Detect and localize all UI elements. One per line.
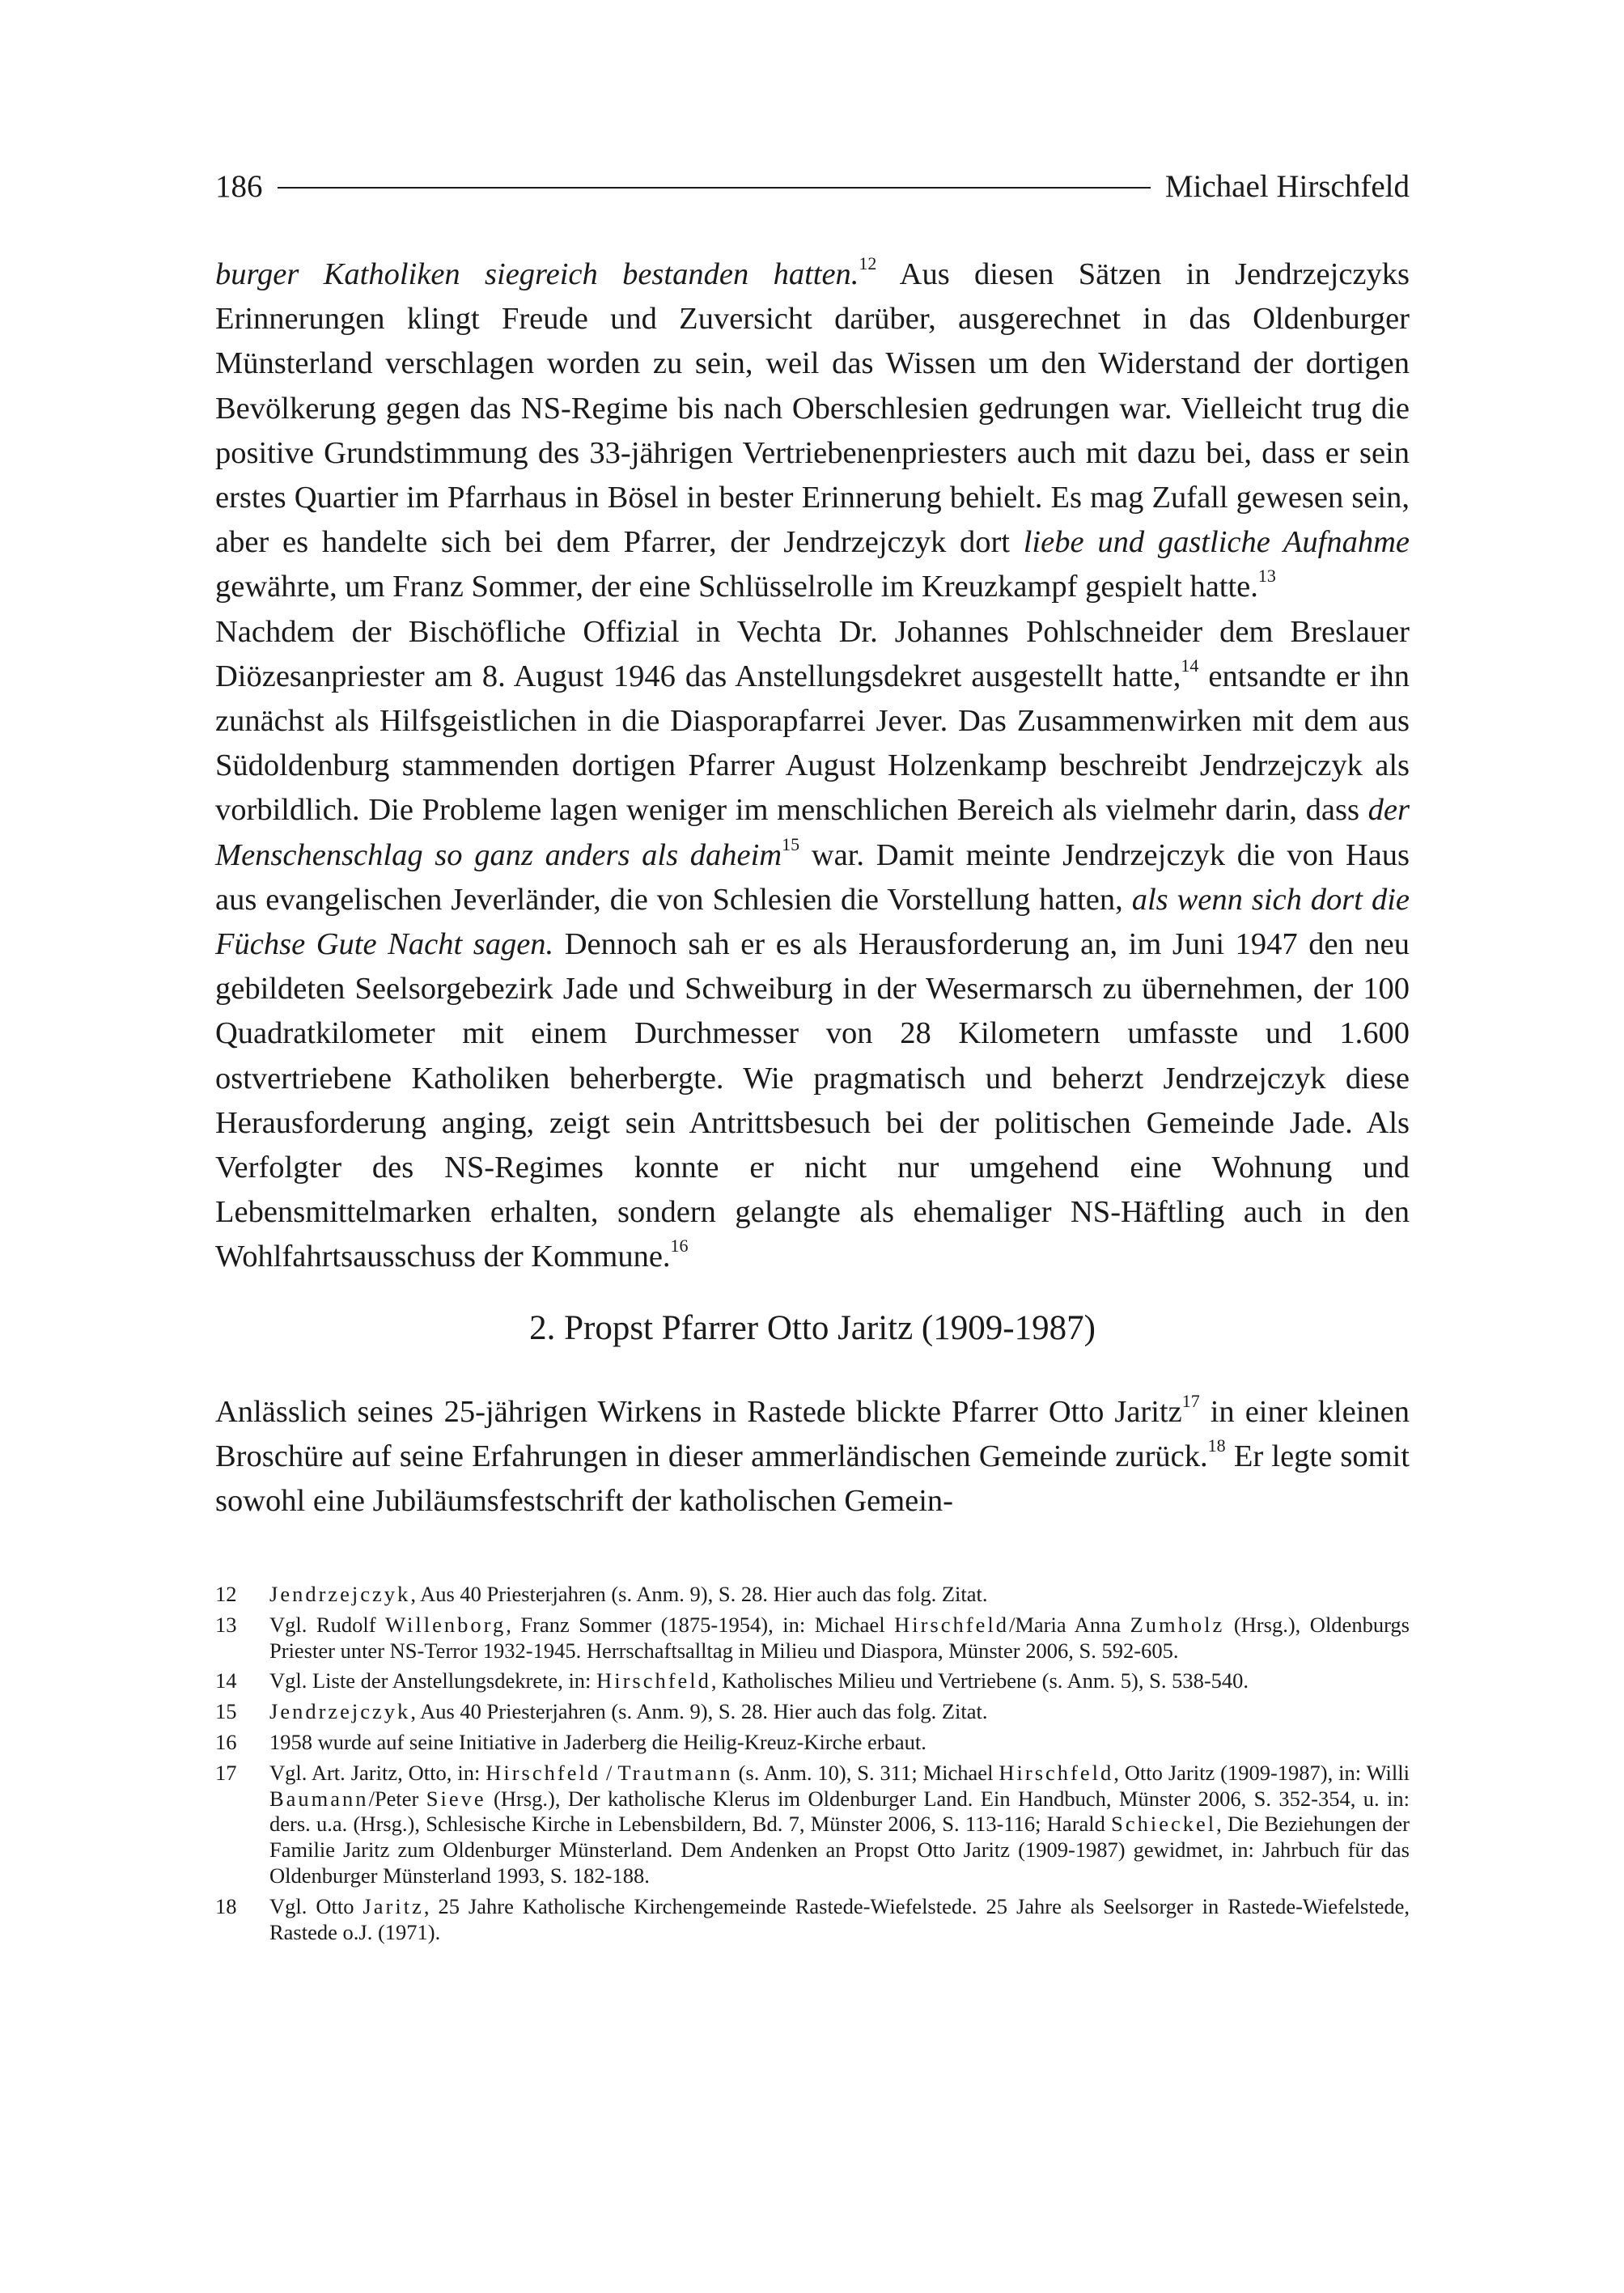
footnote-text-part: , Katholisches Milieu und Vertriebene (s. Anm. 5), S. 538-540. — [710, 1668, 1249, 1693]
paragraph-text: Er legte somit sowohl eine Jubiläumsfestschrift der katholischen Gemein- — [215, 1439, 1410, 1519]
footnote-number: 17 — [215, 1760, 237, 1785]
footnote-text-part: Vgl. Liste der Anstellungsdekrete, in: — [269, 1668, 597, 1693]
footnote-ref-14[interactable]: 14 — [1181, 655, 1199, 676]
footnote-text — [269, 1582, 1410, 1608]
section-text — [215, 1390, 1410, 1524]
footnote-text-part: /Peter — [368, 1786, 426, 1811]
footnote-text-part: (s. Anm. 10), S. 311; Michael — [732, 1760, 999, 1785]
paragraph-2 — [215, 610, 1410, 1280]
paragraph-text: Anlässlich seines 25-jährigen Wirkens in Rastede blickte Pfarrer Otto Jaritz — [215, 1395, 1182, 1429]
footnote-ref-15[interactable]: 15 — [782, 833, 800, 854]
header-rule — [278, 187, 1151, 189]
footnote-author-name: Jendrzejczyk — [269, 1699, 411, 1724]
footnote-text-part: (Hrsg.), Der katholische Klerus im Oldenburger Land. Ein Handbuch, Münster 2006, S. 352-354, u. in: ders. u.a. (Hrsg.), Schlesische Kirche in Lebensbildern, Bd. 7, Münster 2006, S. 113-116; Harald — [269, 1786, 1410, 1837]
footnote-author-name: Jendrzejczyk — [269, 1582, 411, 1606]
footnote-ref-18[interactable]: 18 — [1207, 1435, 1226, 1456]
footnote-text-part: , Aus 40 Priesterjahren (s. Anm. 9), S. 28. Hier auch das folg. Zitat. — [410, 1699, 988, 1724]
footnote-12 — [215, 1582, 1410, 1608]
footnote-text-part: Vgl. Rudolf — [269, 1612, 386, 1637]
footnote-text — [269, 1668, 1410, 1694]
footnote-number: 13 — [215, 1612, 237, 1637]
paragraph-3 — [215, 1390, 1410, 1524]
footnote-text-part: , Otto Jaritz (1909-1987), in: Willi — [1113, 1760, 1410, 1785]
footnote-number: 18 — [215, 1893, 237, 1918]
footnote-17 — [215, 1761, 1410, 1889]
footnote-number: 15 — [215, 1699, 237, 1724]
paragraph-text: war. Damit meinte Jendrzejczyk die von Haus aus evangelischen Jeverländer, die von Schlesien die Vorstellung hatten, — [215, 837, 1410, 917]
footnote-author-name: Hirschfeld — [999, 1760, 1114, 1785]
footnote-text-part: , Die Beziehungen der Familie Jaritz zum Oldenburger Münsterland. Dem Andenken an Propst Otto Jaritz (1909-1987) gewidmet, in: Jahrbuch für das Oldenburger Münsterland 1993, S. 182-188. — [269, 1812, 1410, 1888]
footnote-text-part: , Franz Sommer (1875-1954), in: Michael — [506, 1612, 895, 1637]
footnote-ref-12[interactable]: 12 — [859, 253, 877, 273]
footnote-number: 16 — [215, 1729, 237, 1754]
footnote-author-name: Hirschfeld — [596, 1668, 711, 1693]
running-head — [215, 162, 1410, 210]
footnote-text-part: , Aus 40 Priesterjahren (s. Anm. 9), S. 28. Hier auch das folg. Zitat. — [410, 1582, 988, 1606]
footnote-ref-16[interactable]: 16 — [670, 1236, 689, 1257]
footnote-13 — [215, 1613, 1410, 1664]
footnote-14 — [215, 1668, 1410, 1694]
paragraph-text: Aus diesen Sätzen in Jendrzejczyks Erinnerungen klingt Freude und Zuversicht darüber, ausgerechnet in das Oldenburger Münsterland verschlagen worden zu sein, weil das Wissen um den Widerstand der dortigen Bevölkerung gegen das NS-Regime bis nach Oberschlesien gedrungen war. Vielleicht trug die positive Grundstimmung des 33-jährigen Vertriebenenpriesters auch mit dazu bei, dass er sein erstes Quartier im Pfarrhaus in Bösel in bester Erinnerung behielt. Es mag Zufall gewesen sein, aber es handelte sich bei dem Pfarrer, der Jendrzejczyk dort — [215, 257, 1410, 560]
paragraph-text: Nachdem der Bischöfliche Offizial in Vechta Dr. Johannes Pohlschneider dem Breslauer Diözesanpriester am 8. August 1946 das Anstellungsdekret ausgestellt hatte, — [215, 614, 1410, 693]
footnote-text-part: Vgl. Otto — [269, 1893, 363, 1918]
main-text — [215, 252, 1410, 1280]
italic-quote: als wenn sich dort die Füchse Gute Nacht sagen. — [215, 882, 1410, 962]
footnote-text-part: 1958 wurde auf seine Initiative in Jaderberg die Heilig-Kreuz-Kirche erbaut. — [269, 1729, 926, 1754]
paragraph-text: Dennoch sah er es als Herausforderung an, im Juni 1947 den neu gebildeten Seelsorgebezirk Jade und Schweiburg in der Wesermarsch zu übernehmen, der 100 Quadratkilometer mit einem Durchmesser von 28 Kilometern umfasste und 1.600 ostvertriebene Katholiken beherbergte. Wie pragmatisch und beherzt Jendrzejczyk diese Herausforderung anging, zeigt sein Antrittsbesuch bei der politischen Gemeinde Jade. Als Verfolgter des NS-Regimes konnte er nicht nur umgehend eine Wohnung und Lebensmittelmarken erhalten, sondern gelangte als ehemaliger NS-Häftling auch in den Wohlfahrtsausschuss der Kommune. — [215, 927, 1410, 1274]
footnote-text-part: (Hrsg.), Oldenburgs Priester unter NS-Terror 1932-1945. Herrschaftsalltag in Milieu und Diaspora, Münster 2006, S. 592-605. — [269, 1612, 1410, 1663]
paragraph-1 — [215, 252, 1410, 610]
running-head-author: Michael Hirschfeld — [1164, 168, 1410, 204]
footnote-ref-17[interactable]: 17 — [1181, 1391, 1200, 1411]
section-heading: 2. Propst Pfarrer Otto Jaritz (1909-1987) — [529, 1309, 1096, 1347]
footnote-author-name: Willenborg — [385, 1612, 507, 1637]
italic-quote: liebe und gastliche Aufnahme — [1023, 525, 1410, 560]
footnote-author-name: Schieckel — [1111, 1812, 1217, 1837]
footnote-text-part: /Maria Anna — [1008, 1612, 1130, 1637]
footnote-author-name: Baumann — [269, 1786, 369, 1811]
footnote-text — [269, 1761, 1410, 1889]
footnote-text — [269, 1894, 1410, 1946]
footnote-author-name: Hirschfeld — [894, 1612, 1009, 1637]
footnote-text-part: , 25 Jahre Katholische Kirchengemeinde Rastede-Wiefelstede. 25 Jahre als Seelsorger in Rastede-Wiefelstede, Rastede o.J. (1971). — [269, 1893, 1410, 1944]
footnotes — [215, 1582, 1410, 1950]
footnote-author-name: Hirschfeld — [486, 1760, 601, 1785]
footnote-text-part: Vgl. Art. Jaritz, Otto, in: — [269, 1760, 486, 1785]
italic-quote: burger Katholiken siegreich bestanden hatten. — [215, 257, 859, 291]
footnote-text — [269, 1613, 1410, 1664]
footnote-author-name: Sieve — [426, 1786, 486, 1811]
paragraph-text: gewährte, um Franz Sommer, der eine Schlüsselrolle im Kreuzkampf gespielt hatte. — [215, 570, 1258, 604]
footnote-number: 12 — [215, 1582, 237, 1606]
footnote-16 — [215, 1730, 1410, 1756]
italic-quote: der Menschenschlag so ganz anders als daheim — [215, 793, 1410, 872]
footnote-number: 14 — [215, 1668, 237, 1693]
page-number: 186 — [215, 168, 263, 204]
footnote-author-name: Zumholz — [1130, 1612, 1225, 1637]
footnote-text-part: / — [600, 1760, 618, 1785]
footnote-text — [269, 1699, 1410, 1725]
footnote-text — [269, 1730, 1410, 1756]
footnote-author-name: Jaritz — [363, 1893, 424, 1918]
footnote-author-name: Trautmann — [617, 1760, 733, 1785]
paragraph-text: entsandte er ihn zunächst als Hilfsgeistlichen in die Diasporapfarrei Jever. Das Zusammenwirken mit dem aus Südoldenburg stammenden dortigen Pfarrer August Holzenkamp beschreibt Jendrzejczyk als vorbildlich. Die Probleme lagen weniger im menschlichen Bereich als vielmehr darin, dass — [215, 659, 1410, 828]
footnote-15 — [215, 1699, 1410, 1725]
footnote-18 — [215, 1894, 1410, 1946]
paragraph-text: in einer kleinen Broschüre auf seine Erfahrungen in dieser ammerländischen Gemeinde zurück. — [215, 1395, 1410, 1474]
footnote-ref-13[interactable]: 13 — [1257, 566, 1276, 587]
